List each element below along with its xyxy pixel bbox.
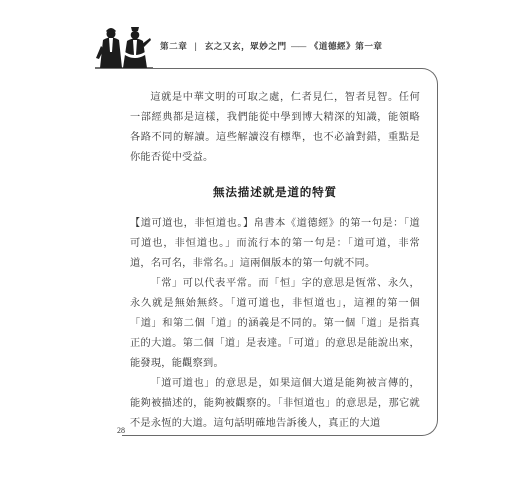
- intro-paragraph: 這就是中華文明的可取之處，仁者見仁，智者見智。任何一部經典都是這樣，我們能從中學到博大精深的知識，能領略各路不同的解讀。這些解讀沒有標準，也不必論對錯，重點是你能否從中受益。: [130, 92, 420, 163]
- section-heading: 無法描述就是道的特質: [213, 185, 337, 199]
- header-separator: |: [194, 42, 198, 52]
- chapter-title: 玄之又玄，眾妙之門: [204, 42, 287, 52]
- body-paragraph: 【道可道也，非恒道也。】帛書本《道德經》的第一句是：「道可道也，非恒道也。」而流行本的第一句是：「道可道，非常道，名可名，非常名。」這兩個版本的第一句就不同。: [130, 218, 420, 269]
- chapter-label: 第二章: [160, 42, 188, 52]
- page-number: 28: [117, 426, 125, 435]
- header-dash: ——: [290, 42, 306, 52]
- sages-illustration-icon: [93, 22, 155, 70]
- body-paragraph: 「常」可以代表平常。而「恒」字的意思是恆常、永久，永久就是無始無終。「道可道也，非恒道也」，這裡的第一個「道」和第二個「道」的涵義是不同的。第一個「道」是指真正的大道。第二個「道」是表達。「可道」的意思是能說出來，能發現，能觀察到。: [130, 278, 420, 369]
- running-header: [160, 40, 383, 52]
- book-reference: 《道德經》第一章: [309, 42, 383, 52]
- body-text: [130, 88, 420, 434]
- body-paragraph: 「道可道也」的意思是，如果這個大道是能夠被言傳的，能夠被描述的，能夠被觀察的。「非恒道也」的意思是，那它就不是永恆的大道。這句話明確地告訴後人，真正的大道: [130, 378, 420, 429]
